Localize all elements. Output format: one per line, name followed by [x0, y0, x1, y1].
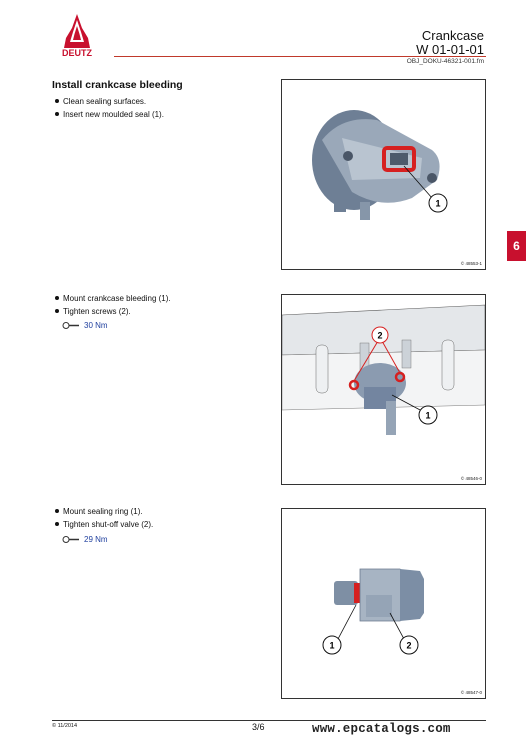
callout-label: 1 [425, 410, 431, 421]
step-item: Mount sealing ring (1). [55, 507, 143, 516]
deutz-logo [52, 12, 102, 58]
crankcase-bleeding-illustration [282, 80, 485, 269]
page-title: Crankcase [421, 28, 484, 43]
shutoff-valve-illustration [282, 509, 485, 698]
step-item: Tighten shut-off valve (2). [55, 520, 153, 529]
callout-label: 2 [406, 640, 412, 651]
figure-reference: © 48546-0 [460, 476, 482, 481]
watermark-link[interactable]: www.epcatalogs.com [312, 722, 451, 736]
bullet-icon [55, 309, 59, 313]
bullet-icon [55, 509, 59, 513]
callout-label: 1 [435, 198, 441, 209]
brand-name: DEUTZ [62, 48, 92, 58]
document-code: W 01-01-01 [416, 42, 484, 57]
figure-mount-bleeding [281, 294, 486, 485]
torque-spec: 29 Nm [62, 535, 108, 544]
torque-wrench-icon [62, 321, 80, 330]
chapter-tab[interactable]: 6 [507, 231, 526, 261]
bullet-icon [55, 522, 59, 526]
figure-shutoff-valve [281, 508, 486, 699]
step-item: Clean sealing surfaces. [55, 97, 146, 106]
bullet-icon [55, 296, 59, 300]
bullet-icon [55, 112, 59, 116]
torque-wrench-icon [62, 535, 80, 544]
step-item: Mount crankcase bleeding (1). [55, 294, 171, 303]
document-reference: OBJ_DOKU-46321-001.fm [406, 58, 484, 65]
figure-reference: © 48547-0 [460, 690, 482, 695]
section-heading: Install crankcase bleeding [52, 79, 183, 91]
callout-label: 1 [329, 640, 335, 651]
figure-reference: © 48553-1 [460, 261, 482, 266]
bullet-icon [55, 99, 59, 103]
page-number: 3/6 [252, 722, 265, 732]
footer-divider [52, 720, 486, 721]
step-item: Insert new moulded seal (1). [55, 110, 164, 119]
figure-moulded-seal [281, 79, 486, 270]
callout-label: 2 [377, 330, 383, 341]
crankcase-mount-illustration [282, 295, 485, 484]
torque-spec: 30 Nm [62, 321, 108, 330]
step-item: Tighten screws (2). [55, 307, 131, 316]
footer-date: © 11/2014 [52, 723, 78, 729]
